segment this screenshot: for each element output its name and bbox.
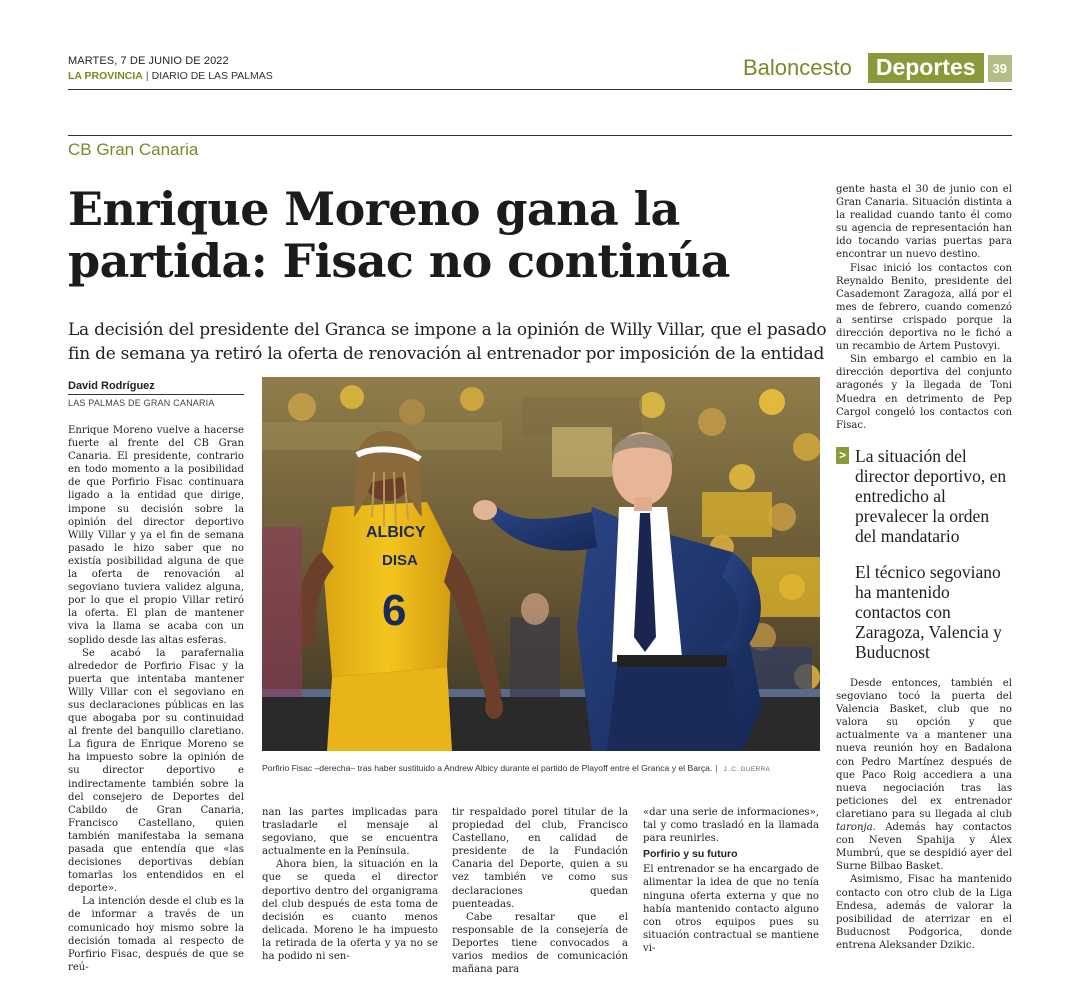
body-column-5-top [836,183,1012,432]
dateline-location: LAS PALMAS DE GRAN CANARIA [68,398,215,408]
article-kicker: CB Gran Canaria [68,140,199,159]
chevron-right-icon: > [836,447,849,464]
body-paragraph: El entrenador se ha encargado de alimentar la idea de que no tenía ninguna oferta externa y que no había mantenido contacto alguno con otros equipos pues su situación contractual se mantiene vi- [643,864,819,954]
author-name: David Rodríguez [68,380,244,395]
photo-credit: J. C. GUERRA [723,766,771,773]
header-rule [68,89,1012,90]
body-paragraph: Fisac inició los contactos con Reynaldo Benito, presidente del Casademont Zaragoza, allá por el mes de febrero, cuando comenzó a sentirse crispado porque la dirección deportiva no le fichó a un recambio de Artem Pustovyi. [836,262,1012,353]
body-paragraph: «dar una serie de informaciones», tal y como trasladó en la llamada para reunirles. [643,807,819,845]
body-column-2 [262,806,438,963]
body-paragraph: Enrique Moreno vuelve a hacerse fuerte al frente del CB Gran Canaria. El presidente, contrario en todo momento a la posibilidad de que Porfirio Fisac continuara ligado a la entidad que dirige, impone su decisión sobre la opinión del director deportivo Willy Villar y ya el fin de semana pasado le hizo saber que no existía posibilidad alguna de que la oferta de renovación al segoviano tuviera validez alguna, por lo que el propio Villar retiró la oferta. El plan de mantener viva la llama se acaba con un soplido desde las altas esferas. [68,425,244,646]
body-column-3 [452,806,628,976]
jersey-number: 6 [382,586,407,635]
body-italic: taronja [836,822,873,834]
body-paragraph: Sin embargo el cambio en la dirección deportiva del conjunto aragonés y la llegada de Toni Muedra en detrimento de Pep Cargol congeló los contactos con Fisac. [836,354,1012,431]
body-paragraph: gente hasta el 30 de junio con el Gran Canaria. Situación distinta a la realidad cuando tanto él como su agencia de representación han ido tocando varias puertas para encontrar un nuevo destino. [836,184,1012,261]
publication-separator: | [145,70,149,82]
body-paragraph: Se acabó la parafernalia alrededor de Porfirio Fisac y la puerta que intentaba mantener Willy Villar con el segoviano en sus declaraciones públicas en las que abogaba por su continuidad al frente del banquillo claretiano. La figura de Enrique Moreno se ha impuesto sobre la opinión de su director deportivo e indirectamente también sobre la del consejero de Deportes del Cabildo de Gran Canaria, Francisco Castellano, quien también manifestaba la semana pasada que entendía que «las decisiones deportivas debían tomarlas los entendidos en el deporte». [68,647,244,895]
article-photo [262,377,820,751]
pull-quote-1: La situación del director deportivo, en entredicho al prevalecer la orden del mandatario [855,446,1007,546]
jersey-sponsor: DISA [382,552,418,569]
category-badge: Deportes [868,53,984,83]
body-paragraph [836,677,1012,873]
body-paragraph: Asimismo, Fisac ha mantenido contacto con otro club de la Liga Endesa, además de valorar la posibilidad de aterrizar en el Buducnost Podgorica, donde entrena Aleksander Dzikic. [836,874,1012,951]
subheading: Porfirio y su futuro [643,848,738,861]
body-paragraph: Cabe resaltar que el responsable de la consejería de Deportes tiene convocados a varios medios de comunicación mañana para [452,911,628,976]
pull-quote-2: El técnico segoviano ha mantenido contactos con Zaragoza, Valencia y Buducnost [855,562,1002,662]
caption-separator: | [715,763,718,773]
section-header [743,53,1012,83]
byline [68,380,244,408]
body-text: . Además hay contactos con Neven Spahija y Álex Mumbrú, que se despidió ayer del Surne Bilbao Basket. [836,822,1012,873]
headline-line-1: Enrique Moreno gana la [68,182,680,236]
body-text: Desde entonces, también el segoviano tocó la puerta del Valencia Basket, club que no valora su opción y que actualmente va a mantener una nueva reunión hoy en Badalona con Pedro Martínez después de que Paco Roig accediera a una nueva negociación tras las peticiones del ex entrenador claretiano para su llegada al club [836,678,1012,820]
jersey-name: ALBICY [366,524,426,541]
article-top-rule [68,135,1012,136]
publication-subtitle: DIARIO DE LAS PALMAS [151,70,273,82]
body-paragraph: La intención desde el club es la de informar a través de un comunicado hoy mismo sobre la decisión tomada al respecto de Porfirio Fisac, después de que se reú- [68,896,244,973]
publication-name: LA PROVINCIA [68,70,143,82]
body-column-4 [643,806,819,955]
photo-illustration [262,377,820,751]
photo-caption [262,763,822,773]
masthead [68,55,273,82]
body-column-1 [68,424,244,974]
publication-line [68,70,273,82]
article-deck: La decisión del presidente del Granca se impone a la opinión de Willy Villar, que el pasado fin de semana ya retiró la oferta de renovación al entrenador por imposición de la entidad [68,320,827,364]
caption-text: Porfirio Fisac –derecha– tras haber sustituido a Andrew Albicy durante el partido de Playoff entre el Granca y el Barça. [262,763,713,773]
section-label: Baloncesto [742,55,852,80]
page-number: 39 [988,55,1012,82]
article-headline [68,183,828,287]
body-paragraph: tir respaldado porel titular de la propiedad del club, Francisco Castellano, en calidad de presidente de la Fundación Canaria del Deporte, quien a su vez también ve como sus declaraciones quedan puenteadas. [452,807,628,910]
body-column-5-bottom [836,677,1012,952]
body-paragraph: Ahora bien, la situación en la que se queda el director deportivo dentro del organigrama del club después de esta toma de decisión es cuanto menos delicada. Moreno le ha impuesto la retirada de la oferta y ya no se ha podido ni sen- [262,859,438,963]
headline-line-2: partida: Fisac no continúa [68,234,730,288]
body-paragraph: nan las partes implicadas para trasladarle el mensaje al segoviano, que se encuentra actualmente en la Península. [262,807,438,858]
pull-quotes [836,446,1012,662]
issue-date: MARTES, 7 DE JUNIO DE 2022 [68,55,229,67]
